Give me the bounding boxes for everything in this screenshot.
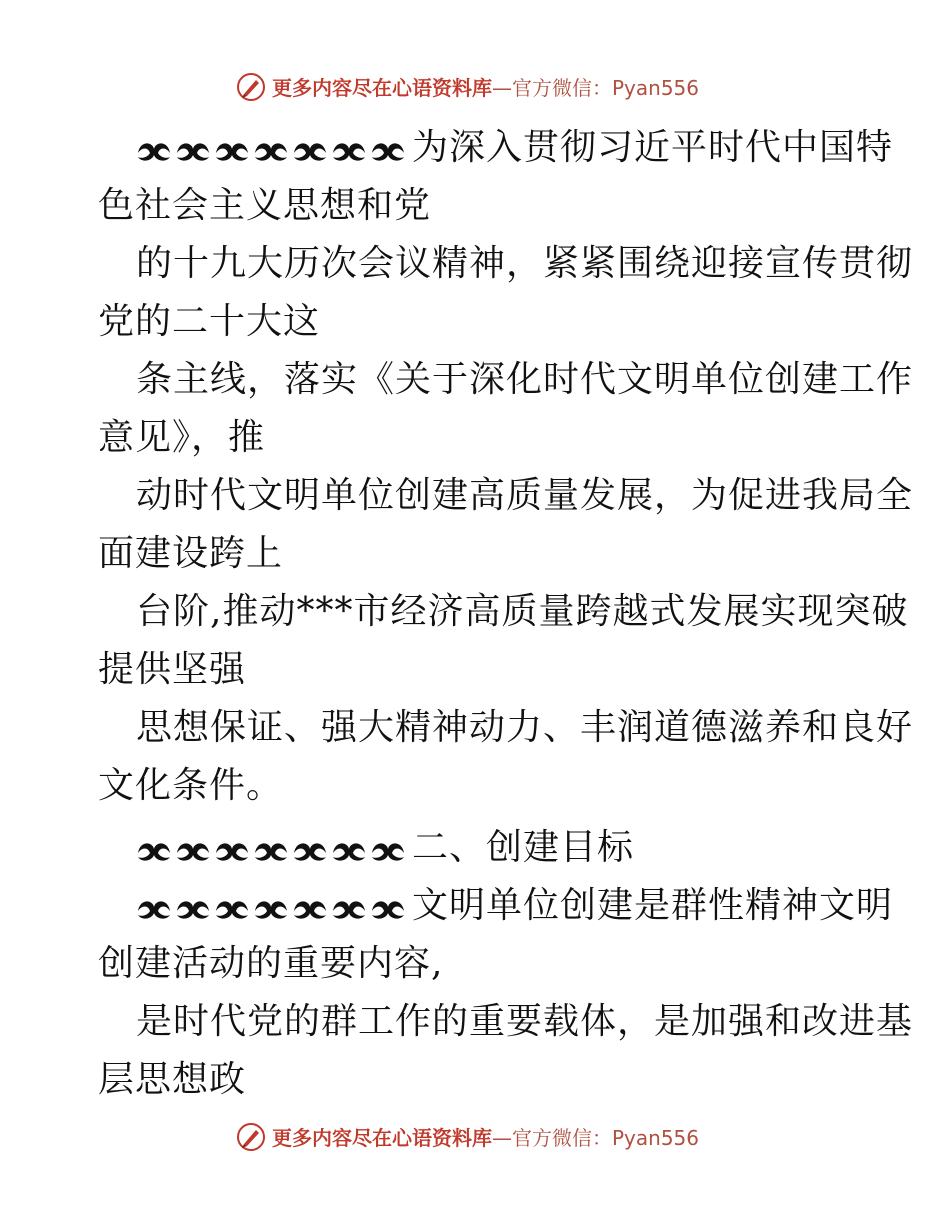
section-heading: 二、创建目标 (136, 820, 634, 876)
watermark-banner-bottom (0, 1120, 950, 1160)
quill-logo-icon (236, 1122, 266, 1152)
paragraph-line: 色社会主义思想和党 (98, 185, 432, 226)
paragraph-line: 的十九大历次会议精神，紧紧围绕迎接宣传贯彻 (136, 243, 914, 284)
paragraph-line: 为深入贯彻习近平时代中国特 (136, 120, 893, 176)
fleuron-ornament-row (136, 835, 412, 865)
watermark-text: 更多内容尽在心语资料库—官方微信：Pyan556 (272, 76, 700, 100)
paragraph-line: 文化条件。 (98, 765, 284, 806)
fleuron-icon (136, 893, 412, 923)
paragraph-line: 层思想政 (98, 1059, 247, 1100)
watermark-banner-top (0, 70, 950, 110)
paragraph-line: 提供坚强 (98, 649, 247, 690)
paragraph-line: 创建活动的重要内容, (98, 943, 444, 984)
paragraph-line: 意见》，推 (98, 417, 266, 458)
paragraph-line: 文明单位创建是群性精神文明 (136, 878, 893, 934)
paragraph-line: 动时代文明单位创建高质量发展，为促进我局全 (136, 475, 914, 516)
fleuron-icon (136, 835, 412, 865)
fleuron-ornament-row (136, 893, 412, 923)
paragraph-line: 面建设跨上 (98, 533, 284, 574)
paragraph-line: 党的二十大这 (98, 301, 321, 342)
fleuron-ornament-row (136, 135, 412, 165)
paragraph-line: 台阶,推动***市经济高质量跨越式发展实现突破 (136, 591, 909, 632)
quill-logo-icon (236, 72, 266, 102)
paragraph-line: 是时代党的群工作的重要载体，是加强和改进基 (136, 1001, 914, 1042)
paragraph-line: 条主线，落实《关于深化时代文明单位创建工作 (136, 359, 914, 400)
fleuron-icon (136, 135, 412, 165)
paragraph-line: 思想保证、强大精神动力、丰润道德滋养和良好 (136, 707, 914, 748)
watermark-text: 更多内容尽在心语资料库—官方微信：Pyan556 (272, 1126, 700, 1150)
